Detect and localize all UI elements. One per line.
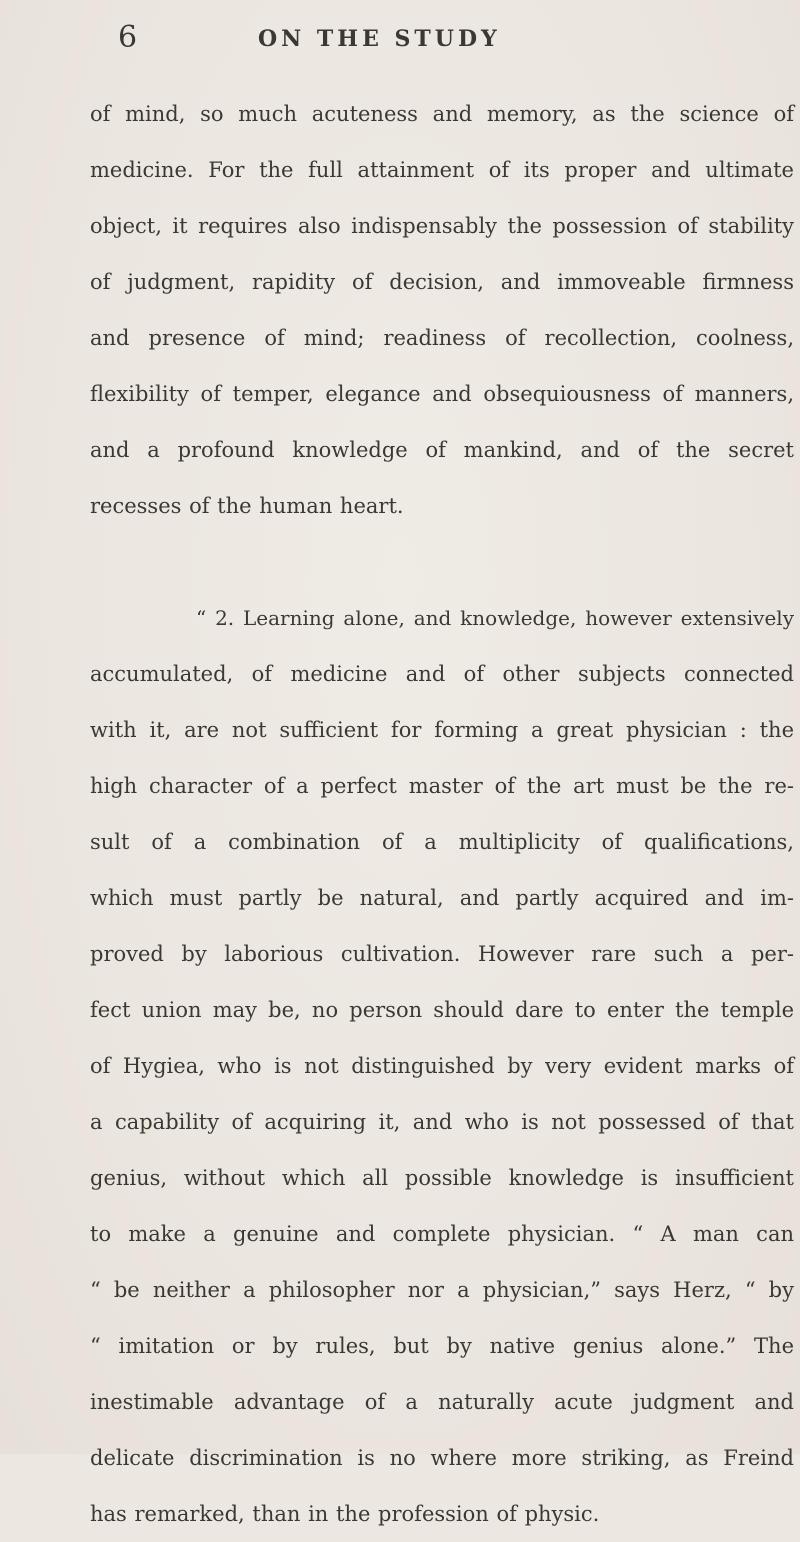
text-line: inestimable advantage of a naturally acute judgment and bbox=[90, 1390, 794, 1414]
page-header bbox=[118, 20, 760, 64]
text-line: of Hygiea, who is not distinguished by very evident marks of bbox=[90, 1054, 794, 1078]
text-line: which must partly be natural, and partly acquired and im- bbox=[90, 886, 794, 910]
text-line: with it, are not sufficient for forming a great physician : the bbox=[90, 718, 794, 742]
text-line: sult of a combination of a multiplicity of qualifications, bbox=[90, 830, 794, 854]
text-line: “ be neither a philosopher nor a physician,” says Herz, “ by bbox=[90, 1278, 794, 1302]
text-line: and a profound knowledge of mankind, and of the secret bbox=[90, 438, 794, 462]
text-line: “ imitation or by rules, but by native genius alone.” The bbox=[90, 1334, 794, 1358]
text-line: has remarked, than in the profession of physic. bbox=[90, 1502, 600, 1526]
paragraph-2 bbox=[90, 590, 794, 1542]
text-line: a capability of acquiring it, and who is not possessed of that bbox=[90, 1110, 794, 1134]
text-line: proved by laborious cultivation. However rare such a per- bbox=[90, 942, 794, 966]
text-line: to make a genuine and complete physician. “ A man can bbox=[90, 1222, 794, 1246]
text-line: flexibility of temper, elegance and obsequiousness of manners, bbox=[90, 382, 794, 406]
page-number: 6 bbox=[118, 20, 139, 55]
text-line: object, it requires also indispensably the possession of stability bbox=[90, 214, 794, 238]
paragraph-gap bbox=[90, 534, 794, 590]
text-line: medicine. For the full attainment of its proper and ultimate bbox=[90, 158, 794, 182]
body-text bbox=[90, 86, 794, 1542]
text-line: accumulated, of medicine and of other subjects connected bbox=[90, 662, 794, 686]
running-head: ON THE STUDY bbox=[258, 26, 501, 52]
text-line: delicate discrimination is no where more striking, as Freind bbox=[90, 1446, 794, 1470]
text-line: and presence of mind; readiness of recollection, coolness, bbox=[90, 326, 794, 350]
text-line: of mind, so much acuteness and memory, as the science of bbox=[90, 102, 794, 126]
text-line: genius, without which all possible knowledge is insufficient bbox=[90, 1166, 794, 1190]
text-line: “ 2. Learning alone, and knowledge, however extensively bbox=[196, 606, 794, 630]
text-line: recesses of the human heart. bbox=[90, 494, 404, 518]
text-line: of judgment, rapidity of decision, and immoveable firmness bbox=[90, 270, 794, 294]
text-line: fect union may be, no person should dare to enter the temple bbox=[90, 998, 794, 1022]
paragraph-1 bbox=[90, 86, 794, 534]
text-line: high character of a perfect master of the art must be the re- bbox=[90, 774, 794, 798]
